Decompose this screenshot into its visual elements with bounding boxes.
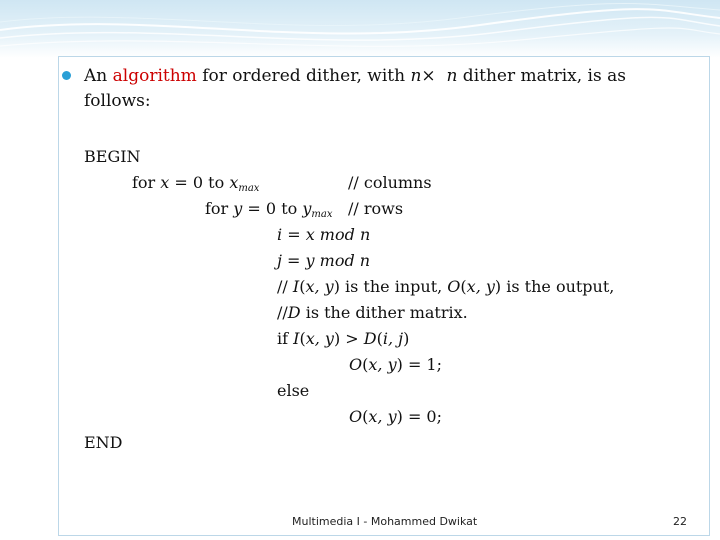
args: x, y [368, 407, 397, 426]
output-fn: O [349, 407, 363, 426]
comment-slash: // [277, 303, 288, 322]
max-subscript: max [311, 209, 333, 220]
d-var: D [363, 329, 377, 348]
bullet-prefix: An [84, 66, 113, 86]
d-var: D [287, 303, 301, 322]
input-fn: I [292, 277, 300, 296]
paren: ( [460, 277, 467, 296]
x-bound: x [229, 173, 239, 192]
for-keyword: for [205, 199, 234, 218]
for-keyword: for [132, 173, 161, 192]
comment-slash: // [277, 277, 293, 296]
args: x, y [466, 277, 495, 296]
args: x, y [305, 277, 334, 296]
io-comment [277, 274, 614, 300]
range-text: = 0 to [242, 199, 303, 218]
bullet-suffix: dither matrix, is as [457, 66, 626, 86]
rows-comment: // rows [348, 199, 404, 218]
paren: ( [299, 329, 306, 348]
bullet-mid: for ordered dither, with [196, 66, 411, 86]
times-sign: × [421, 66, 436, 86]
intro-bullet [84, 64, 684, 114]
input-fn: I [293, 329, 300, 348]
comment-text: ) is the output, [494, 277, 615, 296]
n-var: n [446, 66, 458, 86]
bullet-icon [62, 71, 71, 80]
wave-lines-decoration [0, 0, 720, 58]
args: i, j [382, 329, 404, 348]
i-assignment: i = x mod n [277, 225, 371, 244]
end-keyword: END [84, 433, 123, 452]
n-var: n [410, 66, 422, 86]
output-fn: O [349, 355, 363, 374]
paren: ( [299, 277, 306, 296]
comment-text: is the dither matrix. [300, 303, 468, 322]
paren: ( [376, 329, 383, 348]
args: x, y [368, 355, 397, 374]
output-zero [349, 404, 442, 430]
page-number: 22 [673, 515, 687, 528]
x-var: x [160, 173, 170, 192]
j-assignment: j = y mod n [277, 251, 371, 270]
else-keyword: else [277, 381, 310, 400]
if-condition [277, 326, 409, 352]
y-var: y [233, 199, 243, 218]
range-text: = 0 to [169, 173, 230, 192]
bullet-line2: follows: [84, 91, 151, 111]
args: x, y [305, 329, 334, 348]
assign-text: ) = 1; [396, 355, 442, 374]
header-decoration [0, 0, 720, 58]
paren: ) [403, 329, 410, 348]
if-keyword: if [277, 329, 294, 348]
output-fn: O [447, 277, 461, 296]
y-bound: y [302, 199, 312, 218]
operator: ) > [333, 329, 364, 348]
assign-text: ) = 0; [396, 407, 442, 426]
max-subscript: max [238, 183, 260, 194]
columns-comment: // columns [348, 173, 432, 192]
begin-keyword: BEGIN [84, 147, 141, 166]
paren: ( [362, 355, 369, 374]
footer-text: Multimedia I - Mohammed Dwikat [292, 515, 478, 528]
output-one [349, 352, 442, 378]
comment-text: ) is the input, [333, 277, 448, 296]
highlight-word: algorithm [112, 66, 197, 86]
paren: ( [362, 407, 369, 426]
dither-comment [277, 300, 468, 326]
